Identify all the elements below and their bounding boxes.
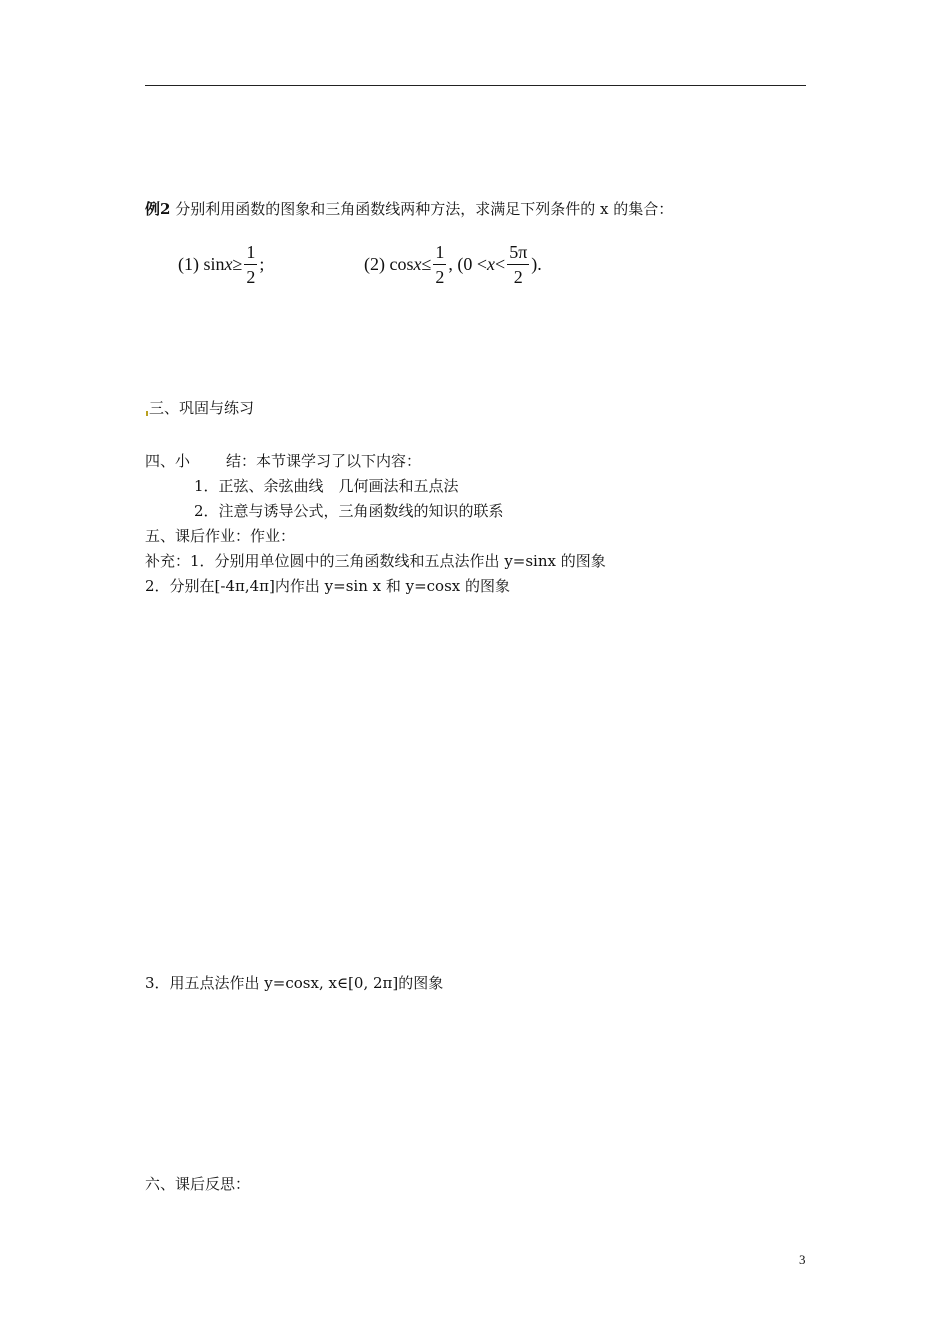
condition-2 [364, 236, 542, 292]
section-4-heading [145, 451, 421, 471]
section-3-heading [145, 398, 254, 418]
cond2-num2: 5π [509, 241, 528, 262]
cond2-fraction-b [507, 242, 529, 287]
cond2-rel: ≤ [421, 253, 432, 274]
cond2-var: x [413, 253, 422, 274]
cond1-suffix: ; [259, 253, 265, 274]
section-6-heading: 六、课后反思： [145, 1175, 251, 1193]
cond2-fraction-a [433, 242, 446, 287]
summary-item-1: 1．正弦、余弦曲线 几何画法和五点法 [194, 477, 459, 495]
example-2-line [145, 199, 673, 219]
cond2-den: 2 [435, 266, 445, 287]
cond2-suffix: ). [531, 253, 542, 274]
cond2-func: (2) cos [364, 253, 414, 274]
cond1-fraction [244, 242, 257, 287]
cond1-den: 2 [246, 266, 256, 287]
cond2-mid: , (0 < [448, 253, 488, 274]
example-label: 例2 [145, 200, 171, 218]
cond2-num: 1 [435, 241, 445, 262]
cond1-rel: ≥ [232, 253, 243, 274]
supplement-3: 3．用五点法作出 y=cosx, x∈[0, 2π]的图象 [145, 974, 444, 992]
section-5-heading: 五、课后作业：作业： [145, 527, 296, 545]
cond1-func: (1) sin [178, 253, 225, 274]
supplement-1: 补充：1．分别用单位圆中的三角函数线和五点法作出 y=sinx 的图象 [145, 552, 606, 570]
cond2-var2: x [487, 253, 496, 274]
supplement-2: 2．分别在[-4π,4π]内作出 y=sin x 和 y=cosx 的图象 [145, 577, 511, 595]
section-4-text-a: 四、小 [145, 452, 191, 470]
section-4-text-b: 结：本节课学习了以下内容： [226, 452, 422, 470]
edit-mark [146, 411, 148, 416]
cond2-den2: 2 [513, 266, 523, 287]
cond2-rel2: < [495, 253, 506, 274]
cond1-var: x [224, 253, 233, 274]
example-text: 分别利用函数的图象和三角函数线两种方法，求满足下列条件的 x 的集合： [175, 200, 674, 218]
condition-1 [178, 236, 264, 292]
header-rule [145, 85, 806, 86]
cond1-num: 1 [246, 241, 256, 262]
summary-item-2: 2．注意与诱导公式，三角函数线的知识的联系 [194, 502, 504, 520]
section-3-text: 三、巩固与练习 [149, 399, 255, 417]
page-number: 3 [799, 1252, 806, 1267]
